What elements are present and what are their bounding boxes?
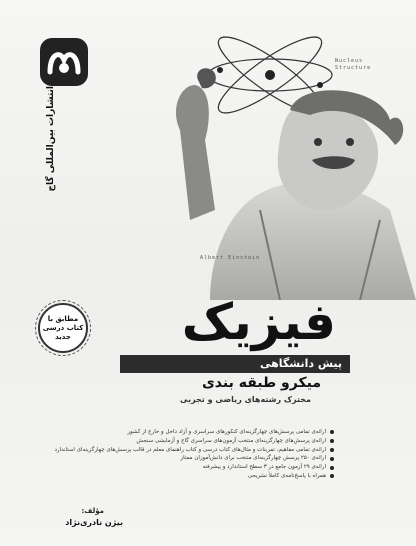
author-name: بیژن نادری‌نژاد — [65, 518, 123, 527]
list-item: ارائه‌ی تمامی مفاهیم، تمرینات و مثال‌های کتاب درسی و کتاب راهنمای معلم در قالب پرسش‌های چهارگزینه‌ای استاندارد — [74, 446, 334, 455]
caption-line: Structure — [335, 65, 372, 71]
mg-logo-icon — [38, 36, 90, 88]
feature-list — [54, 428, 334, 481]
list-item: ارائه‌ی ۲۵۰ پرسش چهارگزینه‌ای منتخب برای دانش‌آموزان ممتاز — [74, 454, 334, 463]
author-label: مؤلف: — [81, 507, 104, 515]
book-subnote: مخترک رشته‌های ریاضی و تجربی — [179, 395, 311, 404]
structure-caption — [335, 58, 371, 72]
new-edition-badge: مطابق با کتاب درسی جدید — [38, 303, 88, 353]
caption-line: Nucleus — [335, 58, 364, 64]
publisher-caption: انتشارات بین‌المللی گاج — [46, 86, 56, 192]
book-subtitle: میکرو طبقه بندی — [201, 375, 321, 391]
portrait-illustration — [150, 60, 416, 300]
portrait-caption: Albert Einstein — [200, 255, 261, 261]
list-item: ارائه‌ی تمامی پرسش‌های چهارگزینه‌ای کنکورهای سراسری و آزاد داخل و خارج از کشور — [74, 428, 334, 437]
list-item: همراه با پاسخ‌نامه‌ی کاملاً تشریحی — [74, 472, 334, 481]
level-band: پیش دانشگاهی — [120, 355, 350, 373]
book-title: فیزیک — [181, 293, 336, 351]
list-item: ارائه‌ی ۲۹ آزمون جامع در ۳ سطح استاندارد و پیشرفته — [74, 463, 334, 472]
list-item: ارائه‌ی پرسش‌های چهارگزینه‌ای منتخب آزمون‌های سراسری گاج و آزمایشی سنجش — [74, 437, 334, 446]
